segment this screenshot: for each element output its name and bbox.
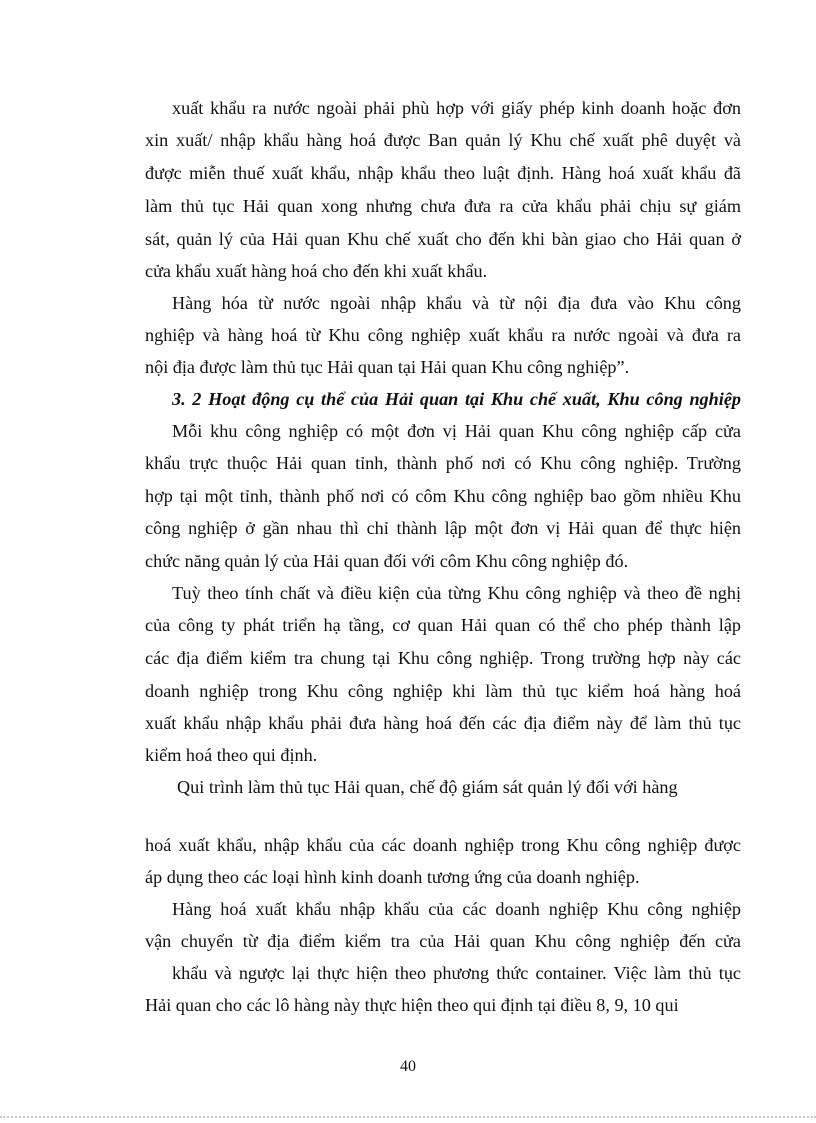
text-line-7: Hàng hóa từ nước ngoài nhập khẩu và từ nội địa đưa vào Khu công xyxy=(172,293,741,313)
text-line-8: nghiệp và hàng hoá từ Khu công nghiệp xuất khẩu ra nước ngoài và đưa ra xyxy=(145,325,741,345)
text-line-21: kiểm hoá theo qui định. xyxy=(145,745,318,765)
text-line-20: xuất khẩu nhập khẩu phải đưa hàng hoá đến các địa điểm này để làm thủ tục xyxy=(145,713,741,733)
text-line-23: hoá xuất khẩu, nhập khẩu của các doanh nghiệp trong Khu công nghiệp được xyxy=(145,835,741,855)
text-line-3: được miễn thuế xuất khẩu, nhập khẩu theo luật định. Hàng hoá xuất khẩu đã xyxy=(145,163,741,183)
text-line-18: các địa điểm kiểm tra chung tại Khu công nghiệp. Trong trường hợp này các xyxy=(145,648,741,668)
text-line-16: Tuỳ theo tính chất và điều kiện của từng Khu công nghiệp và theo đề nghị xyxy=(172,583,741,603)
text-line-15: chức năng quản lý của Hải quan đối với côm Khu công nghiệp đó. xyxy=(145,551,629,571)
text-line-19: doanh nghiệp trong Khu công nghiệp khi làm thủ tục kiểm hoá hàng hoá xyxy=(145,681,741,701)
text-line-6: cửa khẩu xuất hàng hoá cho đến khi xuất khẩu. xyxy=(145,261,488,281)
page-bottom-border xyxy=(0,1116,816,1118)
text-line-9: nội địa được làm thủ tục Hải quan tại Hải quan Khu công nghiệp”. xyxy=(145,357,630,377)
text-line-17: của công ty phát triển hạ tầng, cơ quan Hải quan có thể cho phép thành lập xyxy=(145,615,741,635)
text-line-5: sát, quản lý của Hải quan Khu chế xuất cho đến khi bàn giao cho Hải quan ở xyxy=(145,229,741,249)
text-line-1: xuất khẩu ra nước ngoài phải phù hợp với giấy phép kinh doanh hoặc đơn xyxy=(172,98,741,118)
text-line-27: khẩu và ngược lại thực hiện theo phương thức container. Việc làm thủ tục xyxy=(172,963,741,983)
text-line-25: Hàng hoá xuất khẩu nhập khẩu của các doanh nghiệp Khu công nghiệp xyxy=(172,899,741,919)
section-heading: 3. 2 Hoạt động cụ thể của Hải quan tại Khu chế xuất, Khu công nghiệp xyxy=(172,389,741,409)
text-line-4: làm thủ tục Hải quan xong nhưng chưa đưa ra cửa khẩu phải chịu sự giám xyxy=(145,196,741,216)
text-line-28: Hải quan cho các lô hàng này thực hiện theo qui định tại điều 8, 9, 10 qui xyxy=(145,995,679,1015)
text-line-13: hợp tại một tỉnh, thành phố nơi có côm Khu công nghiệp bao gồm nhiều Khu xyxy=(145,486,741,506)
page-number: 40 xyxy=(400,1058,416,1075)
text-line-24: áp dụng theo các loại hình kinh doanh tương ứng của doanh nghiệp. xyxy=(145,867,640,887)
text-line-2: xin xuất/ nhập khẩu hàng hoá được Ban quản lý Khu chế xuất phê duyệt và xyxy=(145,130,741,150)
text-line-12: khẩu trực thuộc Hải quan tỉnh, thành phố nơi có Khu công nghiệp. Trường xyxy=(145,453,741,473)
text-line-14: công nghiệp ở gần nhau thì chỉ thành lập một đơn vị Hải quan để thực hiện xyxy=(145,518,741,538)
text-line-26: vận chuyển từ địa điểm kiểm tra của Hải quan Khu công nghiệp đến cửa xyxy=(145,931,741,951)
text-line-22: Qui trình làm thủ tục Hải quan, chế độ giám sát quản lý đối với hàng xyxy=(177,777,678,797)
text-line-11: Mỗi khu công nghiệp có một đơn vị Hải quan Khu công nghiệp cấp cửa xyxy=(172,421,741,441)
